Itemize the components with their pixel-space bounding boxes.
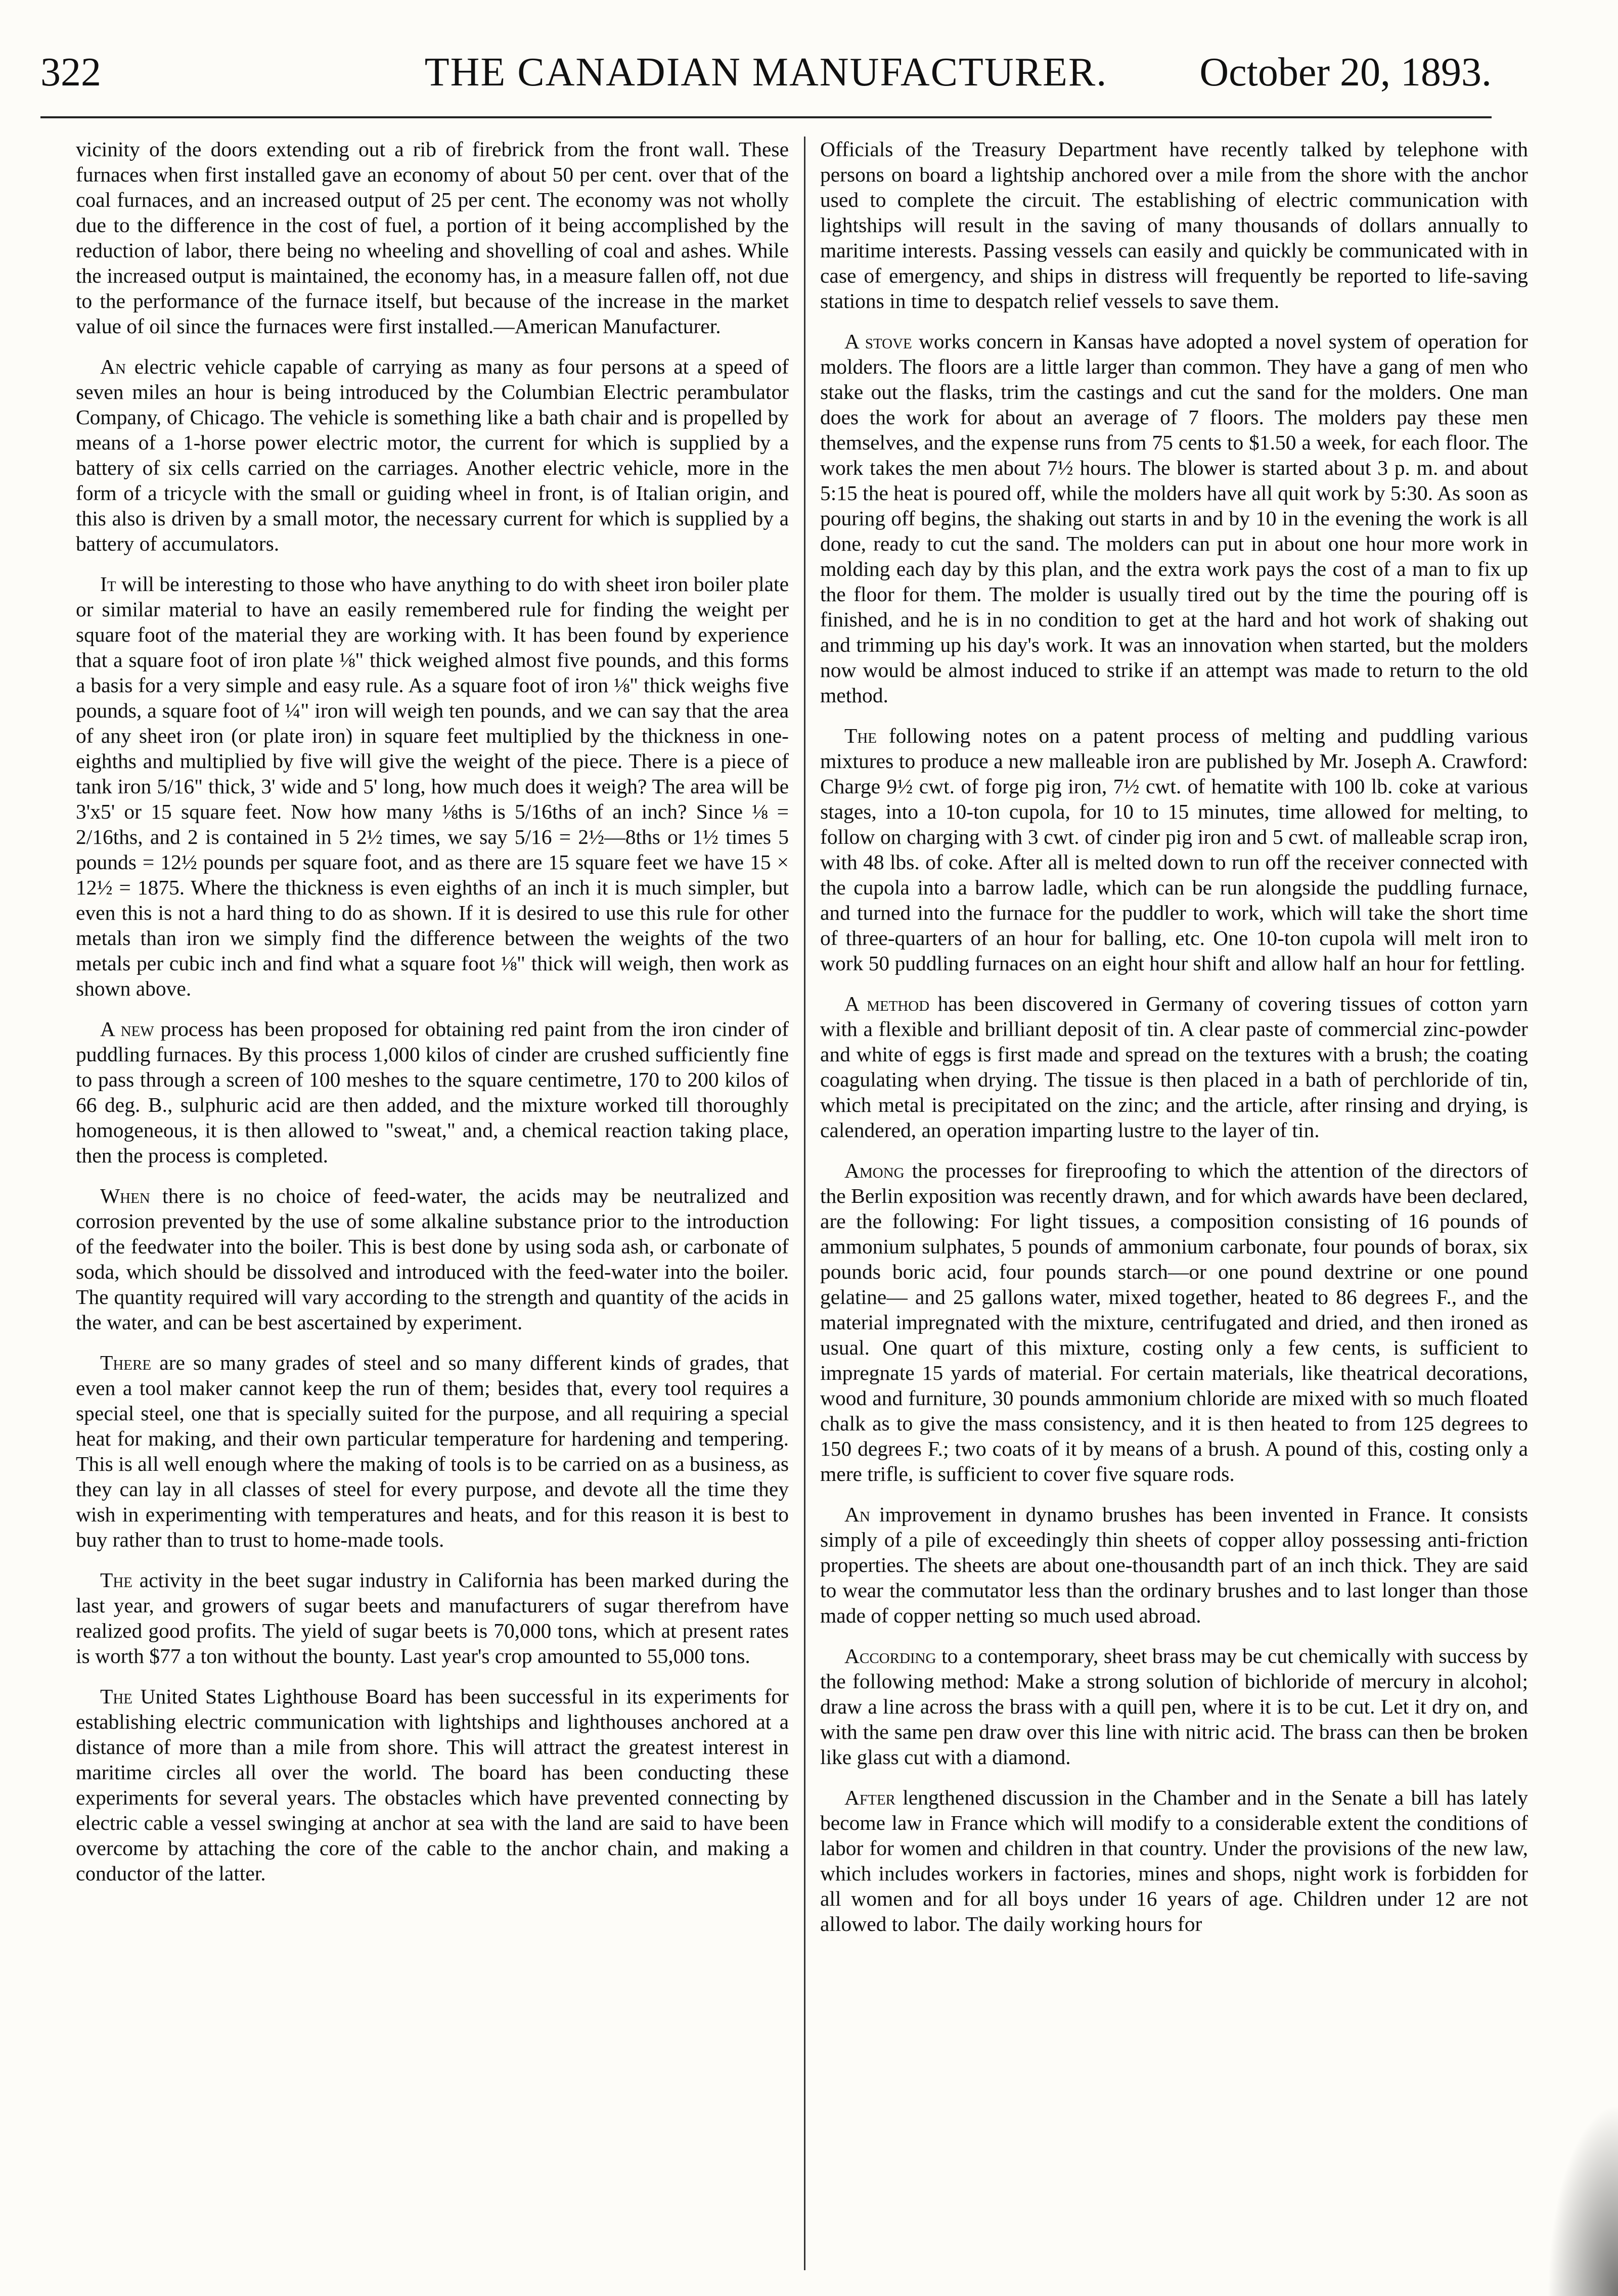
- paragraph: [820, 723, 1528, 976]
- paragraph-lead: An: [844, 1503, 870, 1526]
- paragraph-lead: There: [100, 1351, 152, 1374]
- paragraph-text: the processes for fireproofing to which the attention of the directors of the Berlin exposition was recently drawn, and for which awards have been declared, are the following: For light tissues, a composition consisting of 16 pounds of ammonium sulphates, 5 pounds of ammonium carbonate, four pounds of borax, six pounds boric acid, four pounds starch—or one pound dextrine or one pound gelatine— and 25 gallons water, mixed together, heated to 86 degrees F., and the material impregnated with the mixture, centrifugated and dried, and then ironed as usual. One quart of this mixture, costing only a few cents, is sufficient to impregnate 15 yards of material. For certain materials, like theatrical decorations, wood and furniture, 30 pounds ammonium chloride are mixed with so much floated chalk as to give the mass consistency, and it is then heated to from 125 degrees to 150 degrees F.; two coats of it by means of a brush. A pound of this, costing only a mere trifle, is sufficient to cover five square rods.: [820, 1159, 1528, 1485]
- paragraph-text: Officials of the Treasury Department have recently talked by telephone with persons on board a lightship anchored over a mile from the shore with the anchor used to complete the circuit. The establishing of electric communication with lightships will result in the saving of many thousands of dollars annually to maritime interests. Passing vessels can easily and quickly be communicated with in case of emergency, and ships in distress will frequently be reported to life-saving stations in time to despatch relief vessels to save them.: [820, 138, 1528, 312]
- paragraph-text: will be interesting to those who have anything to do with sheet iron boiler plate or similar material to have an easily remembered rule for finding the weight per square foot of the material they are working with. It has been found by experience that a square foot of iron plate ⅛" thick weighed almost five pounds, and this forms a basis for a very simple and easy rule. As a square foot of iron ⅛" thick weighs five pounds, a square foot of ¼" iron will weigh ten pounds, and we can say that the area of any sheet iron (or plate iron) in square feet multiplied by the thickness in one-eighths and multiplied by five will give the weight of the piece. There is a piece of tank iron 5/16" thick, 3' wide and 5' long, how much does it weigh? The area will be 3'x5' or 15 square feet. Now how many ⅛ths is 5/16ths of an inch? Since ⅛ = 2/16ths, and 2 is contained in 5 2½ times, we say 5/16 = 2½—8ths or 1½ times 5 pounds = 12½ pounds per square foot, and as there are 15 square feet we have 15 × 12½ = 1875. Where the thickness is even eighths of an inch it is much simpler, but even this is not a hard thing to do as shown. If it is desired to use this rule for other metals than iron we simply find the difference between the weights of the two metals per cubic inch and find what a square foot ⅛" thick will weigh, then work as shown above.: [76, 572, 789, 1000]
- paragraph-text: electric vehicle capable of carrying as many as four persons at a speed of seven miles an hour is being introduced by the Columbian Electric perambulator Company, of Chicago. The vehicle is something like a bath chair and is propelled by means of a 1-horse power electric motor, the current for which is supplied by a battery of six cells carried on the carriages. Another electric vehicle, more in the form of a tricycle with the small or guiding wheel in front, is of Italian origin, and this also is driven by a small motor, the necessary current for which is supplied by a battery of accumulators.: [76, 355, 789, 555]
- paragraph-text: has been discovered in Germany of covering tissues of cotton yarn with a flexible and brilliant deposit of tin. A clear paste of commercial zinc-powder and white of eggs is first made and spread on the textures with a brush; the coating coagulating when drying. The tissue is then placed in a bath of perchloride of tin, which metal is precipitated on the zinc; and the article, after rinsing and drying, is calendered, an operation imparting lustre to the layer of tin.: [820, 992, 1528, 1142]
- paragraph-text: activity in the beet sugar industry in California has been marked during the last year, and growers of sugar beets and manufacturers of sugar therefrom have realized good profits. The yield of sugar beets is 70,000 tons, which at present rates is worth $77 a ton without the bounty. Last year's crop amounted to 55,000 tons.: [76, 1568, 789, 1668]
- paragraph-text: vicinity of the doors extending out a rib of firebrick from the front wall. These furnaces when first installed gave an economy of about 50 per cent. over that of the coal furnaces, and an increased output of 25 per cent. The economy was not wholly due to the difference in the cost of fuel, a portion of it being accomplished by the reduction of labor, there being no wheeling and shovelling of coal and ashes. While the increased output is maintained, the economy has, in a measure fallen off, not due to the performance of the furnace itself, but because of the increase in the market value of oil since the furnaces were first installed.—American Manufacturer.: [76, 138, 789, 338]
- paragraph-text: works concern in Kansas have adopted a novel system of operation for molders. The floors are a little larger than common. They have a gang of men who stake out the flasks, trim the castings and cut the sand for the molders. One man does the work for about an average of 7 floors. The molders pay these men themselves, and the expense runs from 75 cents to $1.50 a week, for each floor. The work takes the men about 7½ hours. The blower is started about 3 p. m. and about 5:15 the heat is poured off, while the molders have all quit work by 5:30. As soon as pouring off begins, the shaking out starts in and by 10 in the evening the work is all done, ready to cut the sand. The molders can put in about one hour more work in molding each day by this plan, and the extra work pays the cost of a man to fix up the floor for them. The molder is usually tired out by the time the pouring off is finished, and he is in no condition to get at the hard and hot work of shaking out and trimming up his day's work. It was an innovation when started, but the molders now would be almost induced to strike if an attempt was made to return to the old method.: [820, 330, 1528, 707]
- paragraph-lead: The: [100, 1685, 133, 1708]
- paragraph: [76, 1183, 789, 1335]
- paragraph-text: United States Lighthouse Board has been successful in its experiments for establishing electric communication with lightships and lighthouses anchored at a distance of more than a mile from shore. This will attract the greatest interest in maritime circles all over the world. The board has been conducting these experiments for several years. The obstacles which have prevented connecting by electric cable a vessel swinging at anchor at sea with the land are said to have been overcome by attaching the core of the cable to the anchor chain, and making a conductor of the latter.: [76, 1685, 789, 1885]
- paragraph-lead: A method: [844, 992, 930, 1015]
- right-column: [820, 137, 1528, 2280]
- paragraph: [820, 991, 1528, 1143]
- paragraph-text: following notes on a patent process of melting and puddling various mixtures to produce a new malleable iron are published by Mr. Joseph A. Crawford: Charge 9½ cwt. of forge pig iron, 7½ cwt. of hematite with 100 lb. coke at various stages, into a 10-ton cupola, for 10 to 15 minutes, time allowed for melting, to follow on charging with 3 cwt. of cinder pig iron and 5 cwt. of malleable scrap iron, with 48 lbs. of coke. After all is melted down to run off the receiver connected with the cupola into a barrow ladle, which can be run alongside the puddling furnace, and turned into the furnace for the puddler to work, which will take the short time of three-quarters of an hour for balling, etc. One 10-ton cupola will melt iron to work 50 puddling furnaces on an eight hour shift and allow half an hour for fettling.: [820, 724, 1528, 975]
- paragraph-text: improvement in dynamo brushes has been invented in France. It consists simply of a pile of exceedingly thin sheets of copper alloy possessing anti-friction properties. The sheets are about one-thousandth part of an inch thick. They are said to wear the commutator less than the ordinary brushes and to last longer than those made of copper netting so much used abroad.: [820, 1503, 1528, 1627]
- paragraph-lead: Among: [844, 1159, 905, 1182]
- left-column: [76, 137, 789, 2280]
- page-edge-stain: [1547, 2104, 1618, 2296]
- paragraph: [76, 571, 789, 1001]
- paragraph-lead: After: [844, 1786, 895, 1809]
- paragraph: [76, 1350, 789, 1552]
- paragraph-text: there is no choice of feed-water, the acids may be neutralized and corrosion prevented by the use of some alkaline substance prior to the introduction of the feedwater into the boiler. This is best done by using soda ash, or carbonate of soda, which should be dissolved and introduced with the feed-water into the boiler. The quantity required will vary according to the strength and quantity of the acids in the water, and can be best ascertained by experiment.: [76, 1184, 789, 1334]
- paragraph-lead: It: [100, 572, 116, 596]
- paragraph-lead: An: [100, 355, 126, 378]
- paragraph: [76, 354, 789, 556]
- issue-date: October 20, 1893.: [1199, 50, 1492, 95]
- paragraph-lead: The: [100, 1568, 133, 1592]
- paragraph: [820, 1158, 1528, 1487]
- paragraph: [76, 1567, 789, 1669]
- paragraph-lead: When: [100, 1184, 150, 1207]
- header-rule: [40, 116, 1492, 118]
- paragraph-lead: The: [844, 724, 877, 747]
- paragraph: [820, 137, 1528, 313]
- paragraph: [820, 1502, 1528, 1628]
- paragraph: [76, 137, 789, 339]
- publication-title: THE CANADIAN MANUFACTURER.: [424, 50, 1108, 95]
- paragraph-text: process has been proposed for obtaining red paint from the iron cinder of puddling furnaces. By this process 1,000 kilos of cinder are crushed sufficiently fine to pass through a screen of 100 meshes to the square centimetre, 170 to 200 kilos of 66 deg. B., sulphuric acid are then added, and the mixture worked till thoroughly homogeneous, it is then allowed to "sweat," and, a chemical reaction taking place, then the process is completed.: [76, 1017, 789, 1167]
- page-number: 322: [40, 50, 101, 95]
- paragraph-text: lengthened discussion in the Chamber and in the Senate a bill has lately become law in France which will modify to a considerable extent the conditions of labor for women and children in that country. Under the provisions of the new law, which includes workers in factories, mines and shops, night work is forbidden for all women and for all boys under 16 years of age. Children under 12 are not allowed to labor. The daily working hours for: [820, 1786, 1528, 1935]
- paragraph-lead: A stove: [844, 330, 912, 353]
- paragraph: [76, 1016, 789, 1168]
- paragraph-lead: A new: [100, 1017, 154, 1041]
- paragraph: [820, 329, 1528, 708]
- paragraph: [820, 1643, 1528, 1770]
- paragraph-lead: According: [844, 1644, 936, 1668]
- paragraph: [820, 1785, 1528, 1937]
- page-header: [40, 39, 1492, 105]
- paragraph-text: to a contemporary, sheet brass may be cut chemically with success by the following method: Make a strong solution of bichloride of mercury in alcohol; draw a line across the brass with a quill pen, where it is to be cut. Let it dry on, and with the same pen draw over this line with nitric acid. The brass can then be broken like glass cut with a diamond.: [820, 1644, 1528, 1769]
- paragraph-text: are so many grades of steel and so many different kinds of grades, that even a tool maker cannot keep the run of them; besides that, every tool requires a special steel, one that is specially suited for the purpose, and all requiring a special heat for making, and their own particular temperature for hardening and tempering. This is all well enough where the making of tools is to be carried on as a business, as they can lay in all classes of steel for every purpose, and devote all the time they wish in experimenting with temperatures and heats, and for this reason it is best to buy rather than to trust to home-made tools.: [76, 1351, 789, 1551]
- paragraph: [76, 1684, 789, 1886]
- column-divider: [804, 137, 805, 2270]
